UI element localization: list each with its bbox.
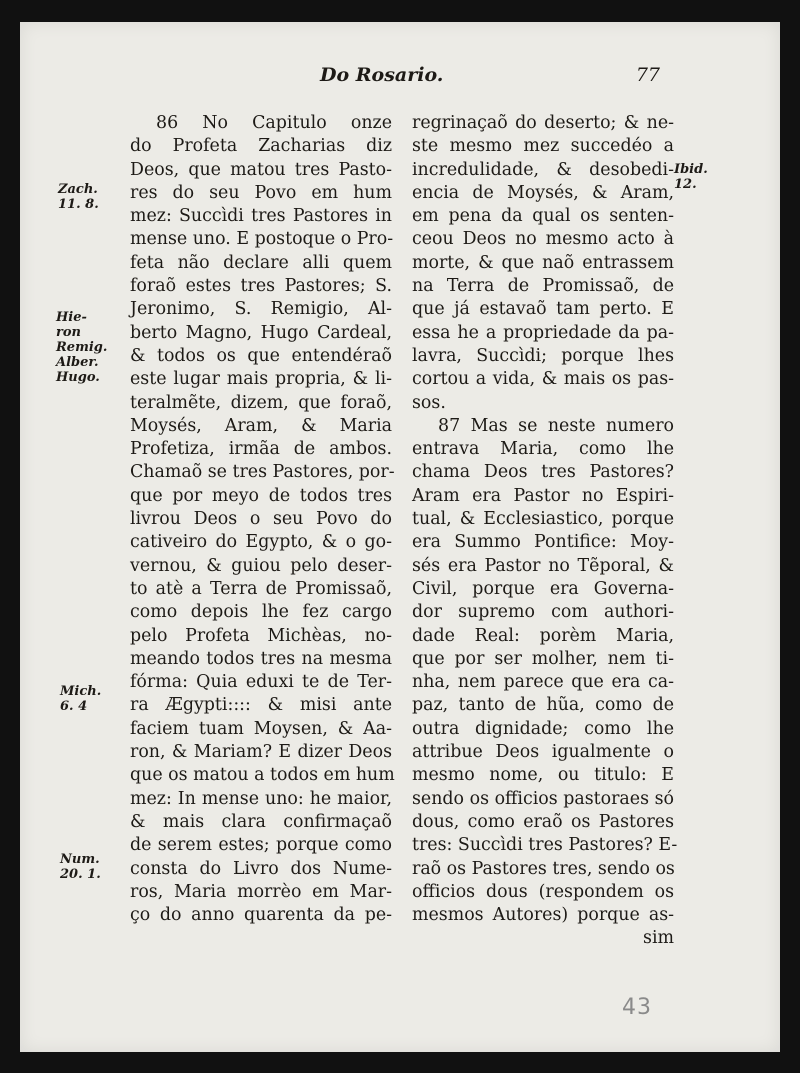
text-line: ceou Deos no mesmo acto à xyxy=(412,229,674,250)
text-line: Deos, que matou tres Pasto- xyxy=(130,159,392,180)
text-line: tres: Succìdi tres Pastores? E- xyxy=(412,835,678,856)
text-line: berto Magno, Hugo Cardeal, xyxy=(130,322,392,343)
margin-note-line: 6. 4 xyxy=(60,699,88,714)
text-line: dor supremo com authori- xyxy=(412,602,674,623)
text-line: pelo Profeta Michèas, no- xyxy=(130,625,392,646)
text-line: & mais clara confirmaçaõ xyxy=(130,811,392,832)
margin-note-line: Hugo. xyxy=(56,370,100,385)
text-line: Moysés, Aram, & Maria xyxy=(130,415,392,436)
text-line: cortou a vida, & mais os pas- xyxy=(412,369,674,390)
text-line: incredulidade, & desobedi- xyxy=(412,159,674,180)
margin-note-hieron xyxy=(56,310,107,385)
text-line: officios dous (respondem os xyxy=(412,881,674,902)
text-line: to atè a Terra de Promissaõ, xyxy=(130,578,392,599)
page-number: 77 xyxy=(635,64,660,86)
margin-note-line: Num. xyxy=(60,852,100,867)
margin-note-line: 11. 8. xyxy=(58,197,99,212)
text-line: sos. xyxy=(412,392,446,413)
text-line: que por meyo de todos tres xyxy=(130,485,392,506)
catchword: sim xyxy=(643,928,674,949)
text-line: ra Ægypti:::: & misi ante xyxy=(130,695,392,716)
text-line: ros, Maria morrèo em Mar- xyxy=(130,881,392,902)
text-line: do Profeta Zacharias diz xyxy=(130,136,392,157)
margin-note-line: 12. xyxy=(674,177,697,192)
text-line: mez: Succìdi tres Pastores in xyxy=(130,206,392,227)
text-line: que por ser molher, nem ti- xyxy=(412,648,674,669)
text-line: Civil, porque era Governa- xyxy=(412,578,674,599)
text-line: encia de Moysés, & Aram, xyxy=(412,182,674,203)
text-line: morte, & que naõ entrassem xyxy=(412,252,674,273)
text-line: regrinaçaõ do deserto; & ne- xyxy=(412,113,674,133)
right-text-column xyxy=(412,112,678,951)
text-line: ron, & Mariam? E dizer Deos xyxy=(130,742,392,763)
text-line: fórma: Quia eduxi te de Ter- xyxy=(130,672,392,693)
text-line: ste mesmo mez succedéo a xyxy=(412,136,674,157)
text-line: dade Real: porèm Maria, xyxy=(412,625,674,646)
page-header xyxy=(320,64,660,98)
text-line: de serem estes; porque como xyxy=(130,835,392,856)
text-line: este lugar mais propria, & li- xyxy=(130,369,392,390)
margin-note-line: Zach. xyxy=(58,182,98,197)
text-line: faciem tuam Moysen, & Aa- xyxy=(130,718,392,739)
text-line: 86 No Capitulo onze xyxy=(156,113,392,133)
margin-note-ibid xyxy=(674,162,708,192)
text-line: entrava Maria, como lhe xyxy=(412,439,674,460)
text-line: cativeiro do Egypto, & o go- xyxy=(130,532,392,553)
margin-note-line: Mich. xyxy=(60,684,102,699)
text-line: meando todos tres na mesma xyxy=(130,648,392,669)
margin-note-zach xyxy=(58,182,99,212)
text-line: raõ os Pastores tres, sendo os xyxy=(412,858,675,879)
left-text-column xyxy=(130,112,395,927)
text-line: teralmẽte, dizem, que foraõ, xyxy=(130,392,392,413)
margin-note-num xyxy=(60,852,101,882)
text-line: dous, como eraõ os Pastores xyxy=(412,811,674,832)
text-line: Profetiza, irmãa de ambos. xyxy=(130,439,392,460)
text-line: chama Deos tres Pastores? xyxy=(412,462,674,483)
text-line: era Summo Pontifice: Moy- xyxy=(412,532,674,553)
margin-note-line: Remig. xyxy=(56,340,108,355)
text-line: mesmo nome, ou titulo: E xyxy=(412,765,674,786)
text-line: sés era Pastor no Tẽporal, & xyxy=(412,555,674,576)
pencil-folio-mark: 43 xyxy=(622,995,652,1020)
text-line: 87 Mas se neste numero xyxy=(438,415,674,436)
text-line: mez: In mense uno: he maior, xyxy=(130,788,392,809)
text-line: na Terra de Promissaõ, de xyxy=(412,276,674,297)
margin-note-line: ron xyxy=(56,325,81,340)
text-line: attribue Deos igualmente o xyxy=(412,742,674,763)
text-line: que já estavaõ tam perto. E xyxy=(412,299,674,320)
margin-note-line: Hie- xyxy=(56,310,87,325)
margin-note-line: 20. 1. xyxy=(60,867,101,882)
text-line: que os matou a todos em hum xyxy=(130,765,395,786)
text-line: essa he a propriedade da pa- xyxy=(412,322,674,343)
text-line: outra dignidade; como lhe xyxy=(412,718,674,739)
text-line: Aram era Pastor no Espiri- xyxy=(412,485,674,506)
text-line: feta não declare alli quem xyxy=(130,252,392,273)
text-line: Jeronimo, S. Remigio, Al- xyxy=(130,299,392,320)
text-line: nha, nem parece que era ca- xyxy=(412,672,674,693)
text-line: livrou Deos o seu Povo do xyxy=(130,509,392,530)
margin-note-line: Ibid. xyxy=(674,162,708,177)
text-line: tual, & Ecclesiastico, porque xyxy=(412,509,674,530)
text-line: consta do Livro dos Nume- xyxy=(130,858,392,879)
text-line: Chamaõ se tres Pastores, por- xyxy=(130,462,395,483)
book-page xyxy=(20,22,780,1052)
text-line: & todos os que entendéraõ xyxy=(130,345,392,366)
text-line: mense uno. E postoque o Pro- xyxy=(130,229,394,250)
text-line: sendo os officios pastoraes só xyxy=(412,788,674,809)
text-line: como depois lhe fez cargo xyxy=(130,602,392,623)
text-line: vernou, & guiou pelo deser- xyxy=(130,555,392,576)
running-title: Do Rosario. xyxy=(320,64,444,86)
margin-note-line: Alber. xyxy=(56,355,99,370)
text-line: lavra, Succìdi; porque lhes xyxy=(412,345,674,366)
text-line: foraõ estes tres Pastores; S. xyxy=(130,276,392,297)
text-line: mesmos Autores) porque as- xyxy=(412,905,674,926)
text-line: res do seu Povo em hum xyxy=(130,182,392,203)
text-line: paz, tanto de hũa, como de xyxy=(412,695,674,716)
text-line: ço do anno quarenta da pe- xyxy=(130,905,392,926)
margin-note-mich xyxy=(60,684,101,714)
text-line: em pena da qual os senten- xyxy=(412,206,674,227)
